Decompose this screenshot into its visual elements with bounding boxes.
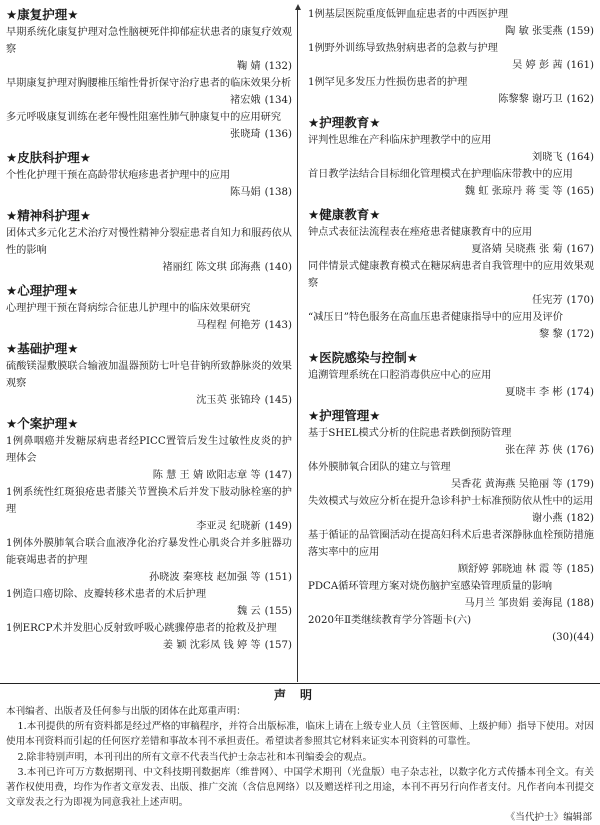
entry-page-number: (185)	[566, 564, 594, 575]
entry-page-number: (138)	[264, 187, 292, 198]
entry-authors: 马程程 何艳芳	[196, 320, 261, 331]
toc-entry[interactable]	[308, 493, 594, 527]
entry-meta	[308, 326, 594, 343]
entry-authors: 魏 虹 张琼丹 蒋 雯 等	[464, 186, 563, 197]
section-heading: ★皮肤科护理★	[6, 150, 91, 165]
column-divider	[297, 6, 298, 682]
entry-title: 团体式多元化艺术治疗对慢性精神分裂症患者自知力和服药依从性的影响	[6, 228, 292, 256]
entry-authors: 马月兰 邹贵娟 姜海昆	[464, 598, 563, 609]
entry-authors: 黎 黎	[538, 329, 563, 340]
toc-section	[6, 6, 292, 143]
entry-page-number: (174)	[566, 387, 594, 398]
entry-authors: 刘晓飞	[532, 152, 563, 163]
entry-meta	[6, 518, 292, 535]
entry-title: 钟点式表征法流程表在痤疮患者健康教育中的应用	[308, 227, 533, 238]
entry-meta	[6, 317, 292, 334]
toc-section	[308, 349, 594, 401]
entry-title: 体外膜肺氧合团队的建立与管理	[308, 462, 451, 473]
toc-section	[308, 114, 594, 200]
entry-meta	[6, 92, 292, 109]
entry-title: 个性化护理干预在高龄带状疱疹患者护理中的应用	[6, 170, 231, 181]
entry-title: 1例系统性红斑狼疮患者膝关节置换术后并发下肢动脉栓塞的护理	[6, 487, 292, 515]
entry-page-number: (176)	[566, 445, 594, 456]
entry-meta	[6, 637, 292, 654]
entry-title: 首日教学法结合目标细化管理模式在护理临床带教中的应用	[308, 169, 573, 180]
statement-signature: 《当代护士》编辑部	[505, 812, 592, 824]
section-heading: ★心理护理★	[6, 283, 79, 298]
entry-authors: 张晓琦	[230, 129, 261, 140]
entry-meta	[308, 476, 594, 493]
toc-entry[interactable]	[308, 166, 594, 200]
entry-authors: 陈黎黎 谢巧卫	[498, 94, 563, 105]
entry-title: 1例罕见多发压力性损伤患者的护理	[308, 77, 468, 88]
entry-title: 早期康复护理对胸腰椎压缩性骨折保守治疗患者的临床效果分析	[6, 78, 292, 89]
entry-page-number: (134)	[264, 95, 292, 106]
entry-page-number: (143)	[264, 320, 292, 331]
entry-authors: 夏洛婧 吴晓燕 张 菊	[471, 244, 563, 255]
toc-entry[interactable]	[6, 75, 292, 109]
entry-page-number: (147)	[264, 470, 292, 481]
entry-meta	[6, 392, 292, 409]
entry-page-number: (136)	[264, 129, 292, 140]
entry-page-number: (159)	[566, 26, 594, 37]
toc-section	[6, 207, 292, 276]
entry-page-number: (155)	[264, 606, 292, 617]
toc-entry[interactable]	[308, 367, 594, 401]
entry-title: 同伴情景式健康教育模式在糖尿病患者自我管理中的应用效果观察	[308, 261, 594, 289]
entry-title: 硫酸镁湿敷膜联合输液加温器预防七叶皂苷钠所致静脉炎的效果观察	[6, 361, 292, 389]
entry-page-number: (157)	[264, 640, 292, 651]
entry-authors: 谢小燕	[532, 513, 563, 524]
entry-meta	[6, 603, 292, 620]
entry-title: 基于SHEL模式分析的住院患者跌倒预防管理	[308, 428, 512, 439]
entry-title: 早期系统化康复护理对急性脑梗死伴抑郁症状患者的康复疗效观察	[6, 27, 292, 55]
toc-entry[interactable]	[6, 109, 292, 143]
toc-entry[interactable]	[308, 224, 594, 258]
entry-meta	[6, 184, 292, 201]
toc-entry[interactable]	[6, 484, 292, 535]
entry-title: 失效模式与效应分析在提升急诊科护士标准预防依从性中的运用	[308, 496, 594, 507]
section-heading: ★康复护理★	[6, 7, 79, 22]
entry-meta	[6, 126, 292, 143]
section-heading: ★护理教育★	[308, 115, 381, 130]
entry-authors: 褚丽红 陈文琪 邱海燕	[162, 262, 261, 273]
toc-section	[6, 149, 292, 201]
entry-page-number: (172)	[566, 329, 594, 340]
entry-page-number: (164)	[566, 152, 594, 163]
entry-authors: 孙晓波 秦寒枝 赵加强 等	[149, 572, 261, 583]
toc-left-column	[6, 6, 292, 654]
toc-entry[interactable]	[6, 535, 292, 586]
statement-intro: 本刊编者、出版者及任何参与出版的团体在此郑重声明：	[6, 706, 246, 717]
entry-meta	[308, 183, 594, 200]
entry-page-number: (182)	[566, 513, 594, 524]
entry-authors: 张在萍 苏 侠	[505, 445, 563, 456]
toc-entry[interactable]	[308, 578, 594, 612]
entry-authors: 鞠 婧	[236, 61, 261, 72]
entry-meta	[308, 384, 594, 401]
entry-title: 心理护理干预在肾病综合征患儿护理中的临床效果研究	[6, 303, 251, 314]
entry-authors: 顾舒婷 郭晓迪 林 霞 等	[457, 564, 563, 575]
section-heading: ★个案护理★	[6, 416, 79, 431]
entry-title: 1例ERCP术并发胆心反射致呼吸心跳骤停患者的抢救及护理	[6, 623, 277, 634]
toc-entry[interactable]	[308, 309, 594, 343]
entry-meta	[6, 259, 292, 276]
entry-meta	[308, 241, 594, 258]
entry-page-number: (151)	[264, 572, 292, 583]
statement-para-1: 1.本刊提供的所有资料都是经过严格的审稿程序，并符合出版标准，临床上请在上级专业人员（主管医师、上级护师）指导下使用。对因使用本刊资料而引起的任何医疗差错和事故本刊不承担责任。希望读者参照其它材料来证实本刊资料的可靠性。	[6, 721, 594, 748]
entry-meta	[308, 442, 594, 459]
entry-title: 评判性思维在产科临床护理教学中的应用	[308, 135, 492, 146]
entry-meta	[308, 91, 594, 108]
entry-title: 2020年Ⅱ类继续教育学分答题卡(六)	[308, 615, 472, 626]
toc-entry[interactable]	[308, 527, 594, 578]
toc-entry[interactable]	[308, 425, 594, 459]
toc-entry[interactable]	[6, 586, 292, 620]
entry-authors: 陈马娟	[230, 187, 261, 198]
entry-title: 1例基层医院重度低钾血症患者的中西医护理	[308, 9, 509, 20]
statement-para-2: 2.除非特别声明，本刊刊出的所有文章不代表当代护士杂志社和本刊编委会的观点。	[17, 751, 373, 763]
entry-title: 基于循证的品管圈活动在提高妇科术后患者深静脉血栓预防措施落实率中的应用	[308, 530, 594, 558]
entry-meta	[308, 595, 594, 612]
toc-entry[interactable]	[6, 300, 292, 334]
toc-entry[interactable]	[6, 24, 292, 75]
toc-entry[interactable]	[308, 40, 594, 74]
entry-page-number: (149)	[264, 521, 292, 532]
entry-page-number: (188)	[566, 598, 594, 609]
toc-entry[interactable]	[308, 74, 594, 108]
entry-page-number: (30)(44)	[552, 632, 594, 643]
entry-title: 1例造口癌切除、皮瓣转移术患者的术后护理	[6, 589, 207, 600]
entry-page-number: (162)	[566, 94, 594, 105]
toc-right-column	[308, 6, 594, 646]
entry-authors: 夏晓丰 李 彬	[505, 387, 563, 398]
entry-meta	[308, 57, 594, 74]
entry-authors: 任宪芳	[532, 295, 563, 306]
entry-title: “减压日”特色服务在高血压患者健康指导中的应用及评价	[308, 312, 563, 323]
entry-page-number: (167)	[566, 244, 594, 255]
toc-entry[interactable]	[308, 132, 594, 166]
entry-meta	[308, 23, 594, 40]
statement-para-3: 3.本刊已许可万方数据期刊、中文科技期刊数据库（维普网）、中国学术期刊（光盘版）电子杂志社，以数字化方式传播本刊全文。有关著作权使用费，均作为作者文章发表、出版、推广交流（含信息网络）以及赠送样刊之用途，本刊不再另行向作者支付。凡作者向本刊提交文章发表之行为即视为同意我社上述声明。	[6, 766, 594, 809]
statement-section	[0, 683, 600, 825]
section-heading: ★医院感染与控制★	[308, 350, 418, 365]
entry-title: 多元呼吸康复训练在老年慢性阻塞性肺气肿康复中的应用研究	[6, 112, 282, 123]
entry-title: 1例体外膜肺氧合联合血液净化治疗暴发性心肌炎合并多脏器功能衰竭患者的护理	[6, 538, 292, 566]
entry-meta	[308, 149, 594, 166]
section-heading: ★健康教育★	[308, 207, 381, 222]
toc-entry[interactable]	[308, 6, 594, 40]
statement-heading: 声明	[273, 688, 326, 702]
toc-entry[interactable]	[6, 433, 292, 484]
entry-authors: 姜 颖 沈彩凤 钱 婷 等	[162, 640, 261, 651]
toc-entry[interactable]	[308, 612, 594, 646]
toc-section	[6, 282, 292, 334]
entry-page-number: (165)	[566, 186, 594, 197]
entry-page-number: (132)	[264, 61, 292, 72]
entry-authors: 陶 敏 张雯燕	[505, 26, 563, 37]
section-heading: ★基础护理★	[6, 341, 79, 356]
toc-entry[interactable]	[308, 258, 594, 309]
entry-authors: 吴 婷 彭 茜	[512, 60, 563, 71]
entry-meta	[6, 58, 292, 75]
entry-page-number: (161)	[566, 60, 594, 71]
entry-title: PDCA循环管理方案对烧伤脑护室感染管理质量的影响	[308, 581, 553, 592]
entry-meta	[308, 292, 594, 309]
entry-meta	[308, 510, 594, 527]
toc-section	[6, 340, 292, 409]
entry-page-number: (145)	[264, 395, 292, 406]
entry-title: 追溯管理系统在口腔消毒供应中心的应用	[308, 370, 492, 381]
entry-meta	[308, 629, 594, 646]
entry-authors: 李亚灵 纪晓新	[196, 521, 261, 532]
toc-entry[interactable]	[308, 459, 594, 493]
entry-authors: 沈玉英 张锦玲	[196, 395, 261, 406]
toc-entry[interactable]	[6, 225, 292, 276]
entry-page-number: (179)	[566, 479, 594, 490]
entry-meta	[6, 569, 292, 586]
section-heading: ★精神科护理★	[6, 208, 91, 223]
toc-entry[interactable]	[6, 620, 292, 654]
entry-title: 1例野外训练导致热射病患者的急救与护理	[308, 43, 498, 54]
toc-section	[308, 206, 594, 343]
entry-authors: 魏 云	[236, 606, 261, 617]
entry-title: 1例鼻咽癌并发糖尿病患者经PICC置管后发生过敏性皮炎的护理体会	[6, 436, 292, 464]
toc-entry[interactable]	[6, 358, 292, 409]
entry-meta	[308, 561, 594, 578]
toc-section	[308, 407, 594, 646]
toc-entry[interactable]	[6, 167, 292, 201]
entry-authors: 吴香花 黄海燕 吴艳丽 等	[451, 479, 563, 490]
entry-authors: 褚宏娥	[230, 95, 261, 106]
entry-authors: 陈 慧 王 婧 欧阳志章 等	[152, 470, 261, 481]
entry-page-number: (170)	[566, 295, 594, 306]
entry-page-number: (140)	[264, 262, 292, 273]
toc-section	[6, 415, 292, 654]
entry-meta	[6, 467, 292, 484]
toc-section	[308, 6, 594, 108]
section-heading: ★护理管理★	[308, 408, 381, 423]
